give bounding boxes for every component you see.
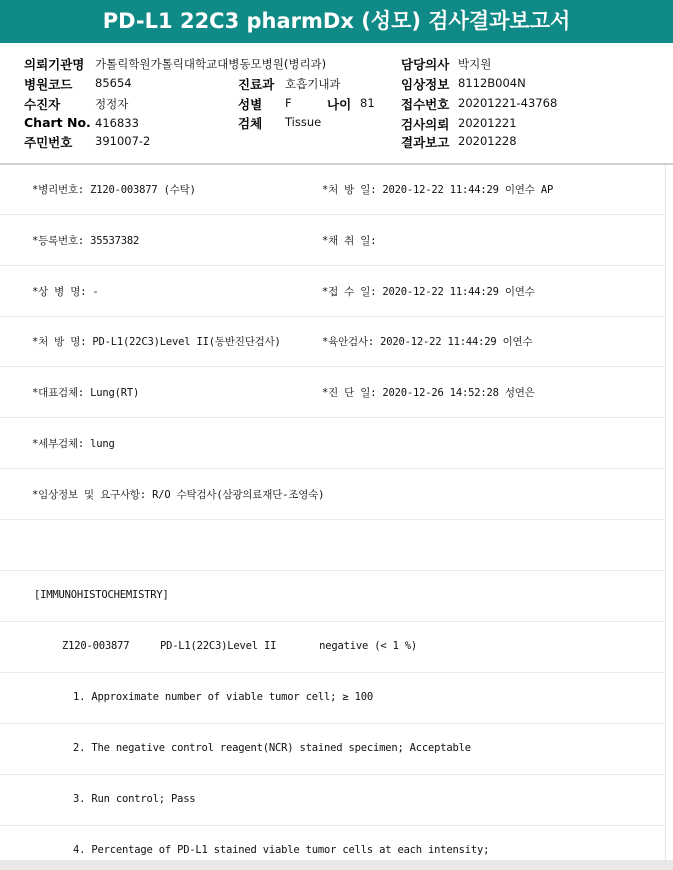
patient-label: 수진자 xyxy=(24,97,61,112)
age-label: 나이 xyxy=(327,97,352,112)
horizontal-scrollbar[interactable] xyxy=(0,860,673,870)
gross-exam-date: *육안검사: 2020-12-22 11:44:29 이연수 xyxy=(322,336,533,348)
ihc-section-header: [IMMUNOHISTOCHEMISTRY] xyxy=(34,589,169,601)
prescription-name: *처 방 명: PD-L1(22C3)Level II(동반진단검사) xyxy=(32,336,281,348)
hospital-code-value: 85654 xyxy=(95,76,132,90)
receipt-date: *접 수 일: 2020-12-22 11:44:29 이연수 xyxy=(322,286,535,298)
hospital-code-label: 병원코드 xyxy=(24,77,73,92)
resident-no-label: 주민번호 xyxy=(24,135,73,150)
department-label: 진료과 xyxy=(238,77,275,92)
report-row xyxy=(0,165,665,215)
report-row xyxy=(0,572,665,622)
patient-info-block xyxy=(0,48,673,163)
specimen-value: Tissue xyxy=(285,115,322,129)
report-date-value: 20201228 xyxy=(458,134,517,148)
report-row xyxy=(0,623,665,673)
report-title: PD-L1 22C3 pharmDx (성모) 검사결과보고서 xyxy=(102,9,571,33)
collection-date: *채 취 일: xyxy=(322,235,377,247)
registration-number: *등록번호: 35537382 xyxy=(32,235,140,247)
representative-specimen: *대표검체: Lung(RT) xyxy=(32,387,140,399)
chart-no-value: 416833 xyxy=(95,116,139,130)
report-body[interactable] xyxy=(0,165,666,860)
report-row xyxy=(0,317,665,367)
clinical-info-label: 임상정보 xyxy=(401,77,450,92)
institution-value: 가톨릭학원가톨릭대학교대병동모병원(병리과) xyxy=(95,57,327,71)
diagnosis-name: *상 병 명: - xyxy=(32,286,99,298)
sex-value: F xyxy=(285,96,292,110)
report-date-label: 결과보고 xyxy=(401,135,450,150)
report-row xyxy=(0,827,665,860)
department-value: 호흡기내과 xyxy=(285,77,341,91)
detailed-specimen: *세부검체: lung xyxy=(32,438,115,450)
doctor-label: 담당의사 xyxy=(401,57,450,72)
report-row xyxy=(0,419,665,469)
report-row xyxy=(0,776,665,826)
resident-no-value: 391007-2 xyxy=(95,134,151,148)
report-row xyxy=(0,470,665,520)
chart-no-label: Chart No. xyxy=(24,115,91,130)
report-row xyxy=(0,267,665,317)
diagnosis-date: *진 단 일: 2020-12-26 14:52:28 성연은 xyxy=(322,387,535,399)
accession-value: 20201221-43768 xyxy=(458,96,558,110)
age-value: 81 xyxy=(360,96,375,110)
clinical-info-value: 8112B004N xyxy=(458,76,526,90)
accession-label: 접수번호 xyxy=(401,97,450,112)
report-row xyxy=(0,725,665,775)
report-row xyxy=(0,674,665,724)
report-row xyxy=(0,521,665,571)
specimen-label: 검체 xyxy=(238,116,263,131)
ihc-result-line: Z120-003877 PD-L1(22C3)Level II negative (< 1 %) xyxy=(62,640,418,652)
finding-item-1: 1. Approximate number of viable tumor cell; ≥ 100 xyxy=(73,691,373,703)
request-date-value: 20201221 xyxy=(458,116,517,130)
report-row xyxy=(0,368,665,418)
finding-item-4: 4. Percentage of PD-L1 stained viable tumor cells at each intensity; xyxy=(73,844,490,856)
prescription-date: *처 방 일: 2020-12-22 11:44:29 이연수 AP xyxy=(322,184,554,196)
institution-label: 의뢰기관명 xyxy=(24,57,85,72)
doctor-value: 박지원 xyxy=(458,57,492,71)
pathology-number: *병리번호: Z120-003877 (수탁) xyxy=(32,184,196,196)
finding-item-2: 2. The negative control reagent(NCR) stained specimen; Acceptable xyxy=(73,742,471,754)
sex-label: 성별 xyxy=(238,97,263,112)
finding-item-3: 3. Run control; Pass xyxy=(73,793,196,805)
report-row xyxy=(0,216,665,266)
patient-value: 정정자 xyxy=(95,97,129,111)
request-date-label: 검사의뢰 xyxy=(401,117,450,132)
clinical-request: *임상정보 및 요구사항: R/O 수탁검사(삼광의료재단-조영숙) xyxy=(32,489,325,501)
